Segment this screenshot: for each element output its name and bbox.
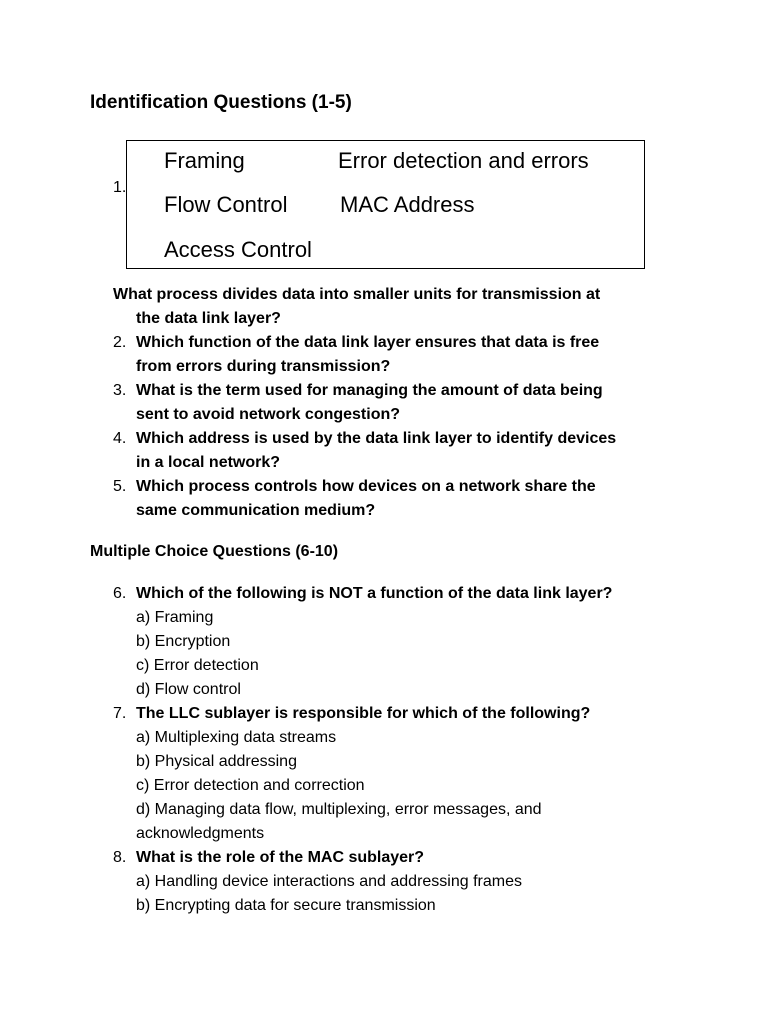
word-bank-term: Flow Control [164, 192, 288, 217]
question-text: in a local network? [136, 454, 281, 471]
question-text: from errors during transmission? [136, 358, 391, 375]
answer-option: d) Managing data flow, multiplexing, error messages, and [136, 801, 542, 818]
word-bank-term: Access Control [164, 237, 312, 262]
question-number: 2. [113, 334, 127, 351]
question-text: Which address is used by the data link layer to identify devices [136, 430, 617, 447]
question-number: 8. [113, 849, 127, 866]
question-number: 7. [113, 705, 127, 722]
answer-option: b) Physical addressing [136, 753, 297, 770]
question-text: the data link layer? [136, 310, 281, 327]
answer-option: c) Error detection [136, 657, 259, 674]
word-bank-box [126, 140, 645, 269]
answer-option: b) Encrypting data for secure transmission [136, 897, 436, 914]
section-heading-multiple-choice: Multiple Choice Questions (6-10) [90, 543, 339, 560]
answer-option: d) Flow control [136, 681, 241, 698]
answer-option: a) Multiplexing data streams [136, 729, 337, 746]
question-number: 4. [113, 430, 127, 447]
answer-option: a) Framing [136, 609, 214, 626]
answer-option: c) Error detection and correction [136, 777, 365, 794]
question-text: What process divides data into smaller units for transmission at [113, 286, 601, 303]
question-text: What is the role of the MAC sublayer? [136, 849, 425, 866]
question-text: Which of the following is NOT a function of the data link layer? [136, 585, 613, 602]
section-heading-identification: Identification Questions (1-5) [90, 92, 352, 113]
question-text: The LLC sublayer is responsible for which of the following? [136, 705, 591, 722]
answer-option: acknowledgments [136, 825, 265, 842]
word-bank-term: Error detection and errors [338, 148, 589, 173]
question-number: 6. [113, 585, 127, 602]
word-bank-term: MAC Address [340, 192, 475, 217]
question-text: sent to avoid network congestion? [136, 406, 401, 423]
answer-option: b) Encryption [136, 633, 231, 650]
question-number: 1. [113, 179, 127, 196]
question-text: Which process controls how devices on a network share the [136, 478, 596, 495]
question-number: 5. [113, 478, 127, 495]
word-bank-term: Framing [164, 148, 245, 173]
answer-option: a) Handling device interactions and addressing frames [136, 873, 522, 890]
question-text: same communication medium? [136, 502, 376, 519]
question-text: Which function of the data link layer ensures that data is free [136, 334, 600, 351]
question-number: 3. [113, 382, 127, 399]
question-text: What is the term used for managing the amount of data being [136, 382, 603, 399]
